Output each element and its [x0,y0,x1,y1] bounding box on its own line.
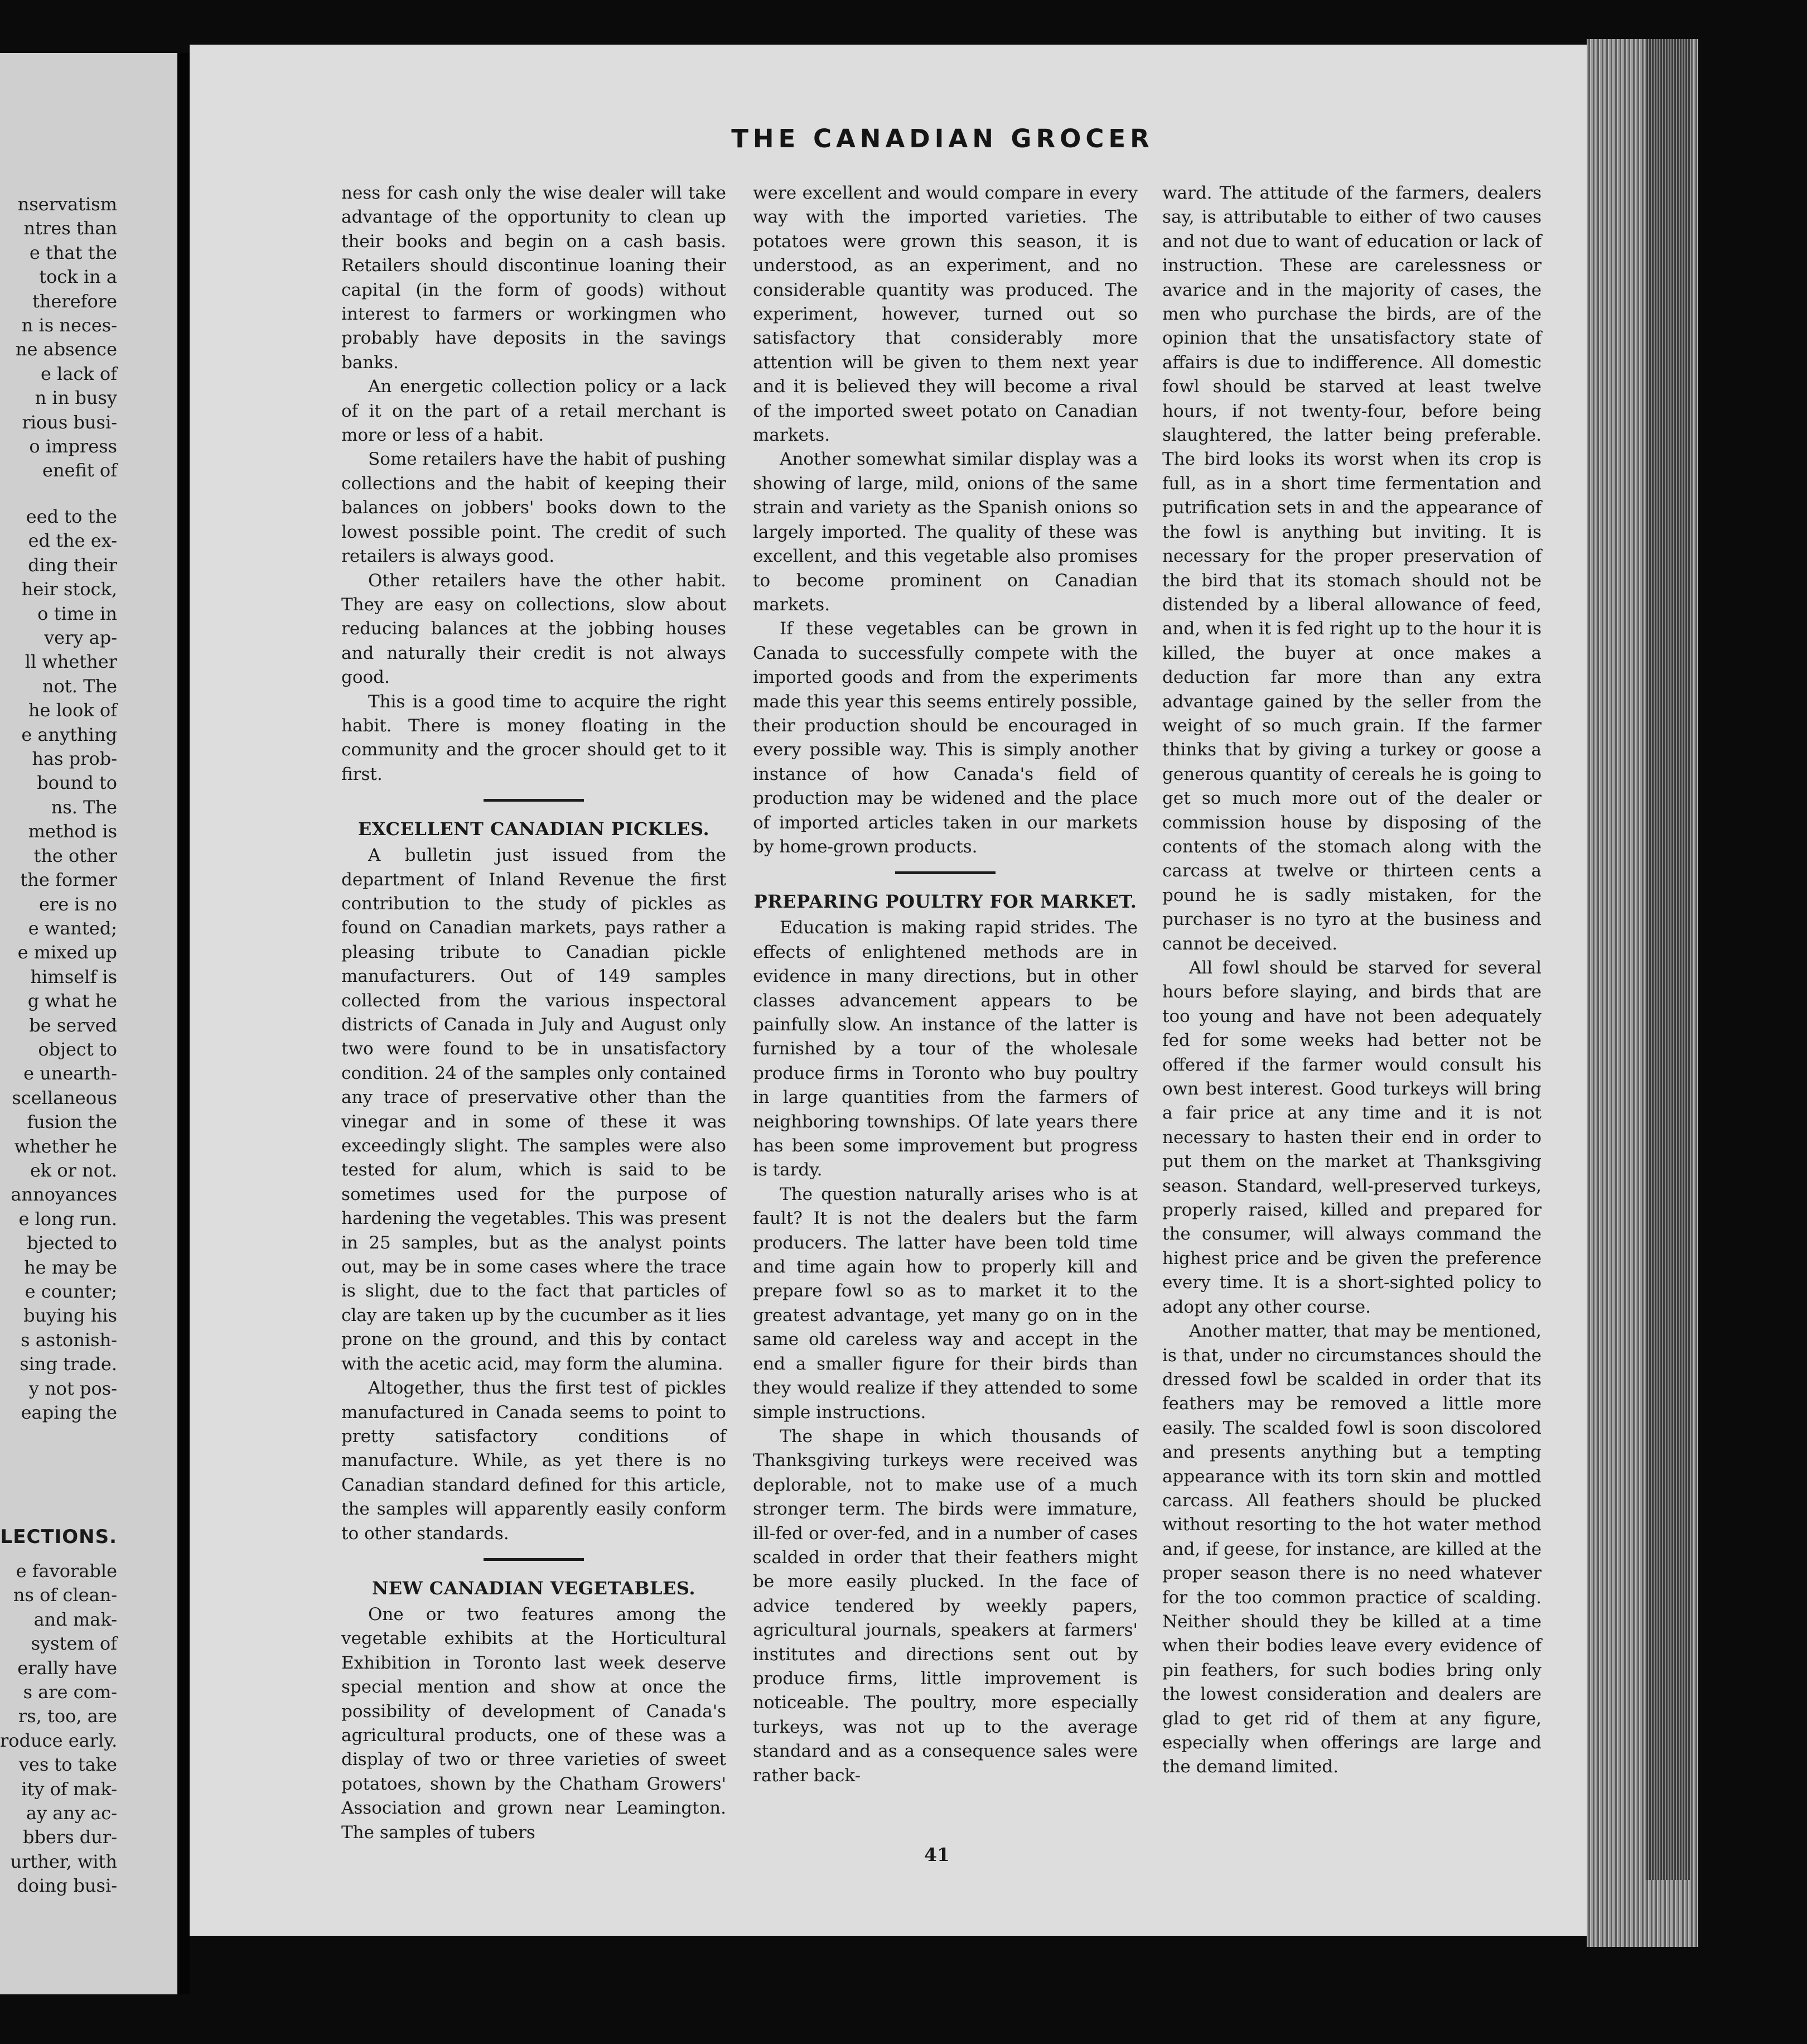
section-heading-pickles: EXCELLENT CANADIAN PICKLES. [357,818,710,840]
page-number: 41 [924,1844,950,1865]
paragraph: If these vegetables can be grown in Canada to successfully compete with the imported goods and from the experiments made this year this seems entirely possible, their production should be encouraged in every possible way. This is simply another instance of how Canada's field of production may be widened and the place of imported articles taken in our markets by home-grown products. [753,619,1138,857]
left-page-text-fragment: eed to the ed the ex- ding their heir stock, o time in very ap- ll whether not. The he look of e anything has prob- bound to ns. The method is the other the former ere is no e wanted; e mixed up himself is g what he be served object to e unearth- scellaneous fusion the whether he ek or not. annoyances e long run. bjected to he may be e counter; buying his s astonish- sing trade. y not pos- eaping the [11,506,117,1424]
article-column-2 [753,181,1138,1788]
paragraph: Other retailers have the other habit. They are easy on collections, slow about reducing balances at the jobbing houses and naturally their credit is not always good. [341,570,726,688]
left-facing-page [0,53,177,1994]
left-page-text-fragment: nservatism ntres than e that the tock in a therefore n is neces- ne absence e lack of n in busy rious busi- o impress enefit of [15,194,117,481]
paragraph: Another matter, that may be mentioned, is that, under no circumstances should the dressed fowl be scalded in order that its feathers may be removed a little more easily. The scalded fowl is soon discolored and presents anything but a tempting appearance with its torn skin and mottled carcass. All feathers should be plucked without resorting to the hot water method and, if geese, for instance, are killed at the proper season there is no need whatever for the too common practice of scalding. Neither should they be killed at a time when their bodies leave every evidence of pin feathers, for such bodies bring only the lowest consideration and dealers are glad to get rid of them at any figure, especially when offerings are large and the demand limited. [1162,1321,1542,1777]
article-column-3 [1162,181,1542,1780]
paragraph: ward. The attitude of the farmers, dealers say, is attributable to either of two causes and not due to want of education or lack of instruction. These are carelessness or avarice and in the majority of cases, the men who purchase the birds, are of the opinion that the unsatisfactory state of affairs is due to indifference. All domestic fowl should be starved at least twelve hours, if not twenty-four, before being slaughtered, the latter being preferable. The bird looks its worst when its crop is full, as in a short time fermentation and putrification sets in and the appearance of the fowl is anything but inviting. It is necessary for the proper preservation of the bird that its stomach should not be distended by a liberal allowance of feed, and, when it is fed right up to the hour it is killed, the buyer at once makes a deduction far more than any extra advantage gained by the seller from the weight of so much grain. If the farmer thinks that by giving a turkey or goose a generous quantity of cereals he is going to get so much more out of the dealer or commission house by disposing of the contents of the stomach along with the carcass at twelve or thirteen cents a pound he is sadly mistaken, for the purchaser is no tyro at the business and cannot be deceived. [1162,183,1542,954]
article-column-1 [341,181,726,1845]
section-divider [484,1558,584,1561]
paragraph: This is a good time to acquire the right habit. There is money floating in the community and the grocer should get to it first. [341,691,726,784]
left-page-text-fragment: e favorable ns of clean- and mak- system of erally have s are com- rs, too, are roduce early. ves to take ity of mak- ay any ac- bbers dur- urther, with doing busi- [0,1560,118,1897]
paragraph: An energetic collection policy or a lack of it on the part of a retail merchant is more or less of a habit. [341,377,726,446]
paragraph: All fowl should be starved for several hours before slaying, and birds that are too young and have not been adequately fed for some weeks had better not be offered if the farmer would consult his own best interest. Good turkeys will bring a fair price at any time and it is not necessary to hasten their end in order to put them on the market at Thanksgiving season. Standard, well-preserved turkeys, properly raised, killed and prepared for the consumer, will always command the highest price and be given the preference every time. It is a short-sighted policy to adopt any other course. [1162,958,1542,1317]
book-gutter [177,53,190,1994]
paragraph: The question naturally arises who is at fault? It is not the dealers but the farm producers. The latter have been told time and time again how to properly kill and prepare fowl so as to market it to the greatest advantage, yet many go on in the same old careless way and accept in the end a smaller figure for their birds than they would realize if they attended to some simple instructions. [753,1184,1138,1423]
running-header: THE CANADIAN GROCER [731,124,1154,153]
paragraph: The shape in which thousands of Thanksgiving turkeys were received was deplorable, not to make use of a much stronger term. The birds were immature, ill-fed or over-fed, and in a number of cases scalded in order that their feathers might be more easily plucked. In the face of advice tendered by weekly papers, agricultural journals, speakers at farmers' institutes and directions sent out by produce firms, little improvement is noticeable. The poultry, more especially turkeys, was not up to the average standard and as a consequence sales were rather back- [753,1426,1138,1786]
section-divider [484,799,584,802]
paragraph: Education is making rapid strides. The effects of enlightened methods are in evidence in many directions, but in other classes advancement appears to be painfully slow. An instance of the latter is furnished by a tour of the wholesale produce firms in Toronto who buy poultry in large quantities from the farmers of neighboring townships. Of late years there has been some improvement but progress is tardy. [753,918,1138,1180]
section-divider [895,871,996,874]
paragraph: Another somewhat similar display was a showing of large, mild, onions of the same strain and variety as the Spanish onions so largely imported. The quality of these was excellent, and this vegetable also promises to become prominent on Canadian markets. [753,449,1138,615]
paragraph: ness for cash only the wise dealer will take advantage of the opportunity to clean up their books and begin on a cash basis. Retailers should discontinue loaning their capital (in the form of goods) without interest to farmers or workingmen who probably have deposits in the savings banks. [341,183,726,373]
paragraph: A bulletin just issued from the department of Inland Revenue the first contribution to the study of pickles as found on Canadian markets, pays rather a pleasing tribute to Canadian pickle manufacturers. Out of 149 samples collected from the various inspectoral districts of Canada in July and August only two were found to be in unsatisfactory condition. 24 of the samples only contained any trace of preservative other than the vinegar and in some of these it was exceedingly slight. The samples were also tested for alum, which is said to be sometimes used for the purpose of hardening the vegetables. This was present in 25 samples, but as the analyst points out, may be in some cases where the trace is slight, due to the fact that particles of clay are taken up by the cucumber as it lies prone on the ground, and this by contact with the acetic acid, may form the alumina. [341,845,726,1374]
paragraph: Some retailers have the habit of pushing collections and the habit of keeping their balances on jobbers' books down to the lowest possible point. The credit of such retailers is always good. [341,449,726,567]
section-heading-vegetables: NEW CANADIAN VEGETABLES. [372,1577,695,1599]
section-heading-poultry: PREPARING POULTRY FOR MARKET. [753,891,1137,913]
paragraph: One or two features among the vegetable exhibits at the Horticultural Exhibition in Toronto last week deserve special mention and show at once the possibility of development of Canada's agricultural products, one of these was a display of two or three varieties of sweet potatoes, shown by the Chatham Growers' Association and grown near Leamington. The samples of tubers [341,1604,726,1843]
left-page-heading: LECTIONS. [0,1526,117,1548]
paragraph: were excellent and would compare in every way with the imported varieties. The potatoes were grown this season, it is understood, as an experiment, and no considerable quantity was produced. The experiment, however, turned out so satisfactory that considerably more attention will be given to them next year and it is believed they will become a rival of the imported sweet potato on Canadian markets. [753,183,1138,446]
page-edges-shadow [1645,39,1690,1880]
paragraph: Altogether, thus the first test of pickles manufactured in Canada seems to point to pretty satisfactory conditions of manufacture. While, as yet there is no Canadian standard defined for this article, the samples will apparently easily conform to other standards. [341,1378,726,1544]
